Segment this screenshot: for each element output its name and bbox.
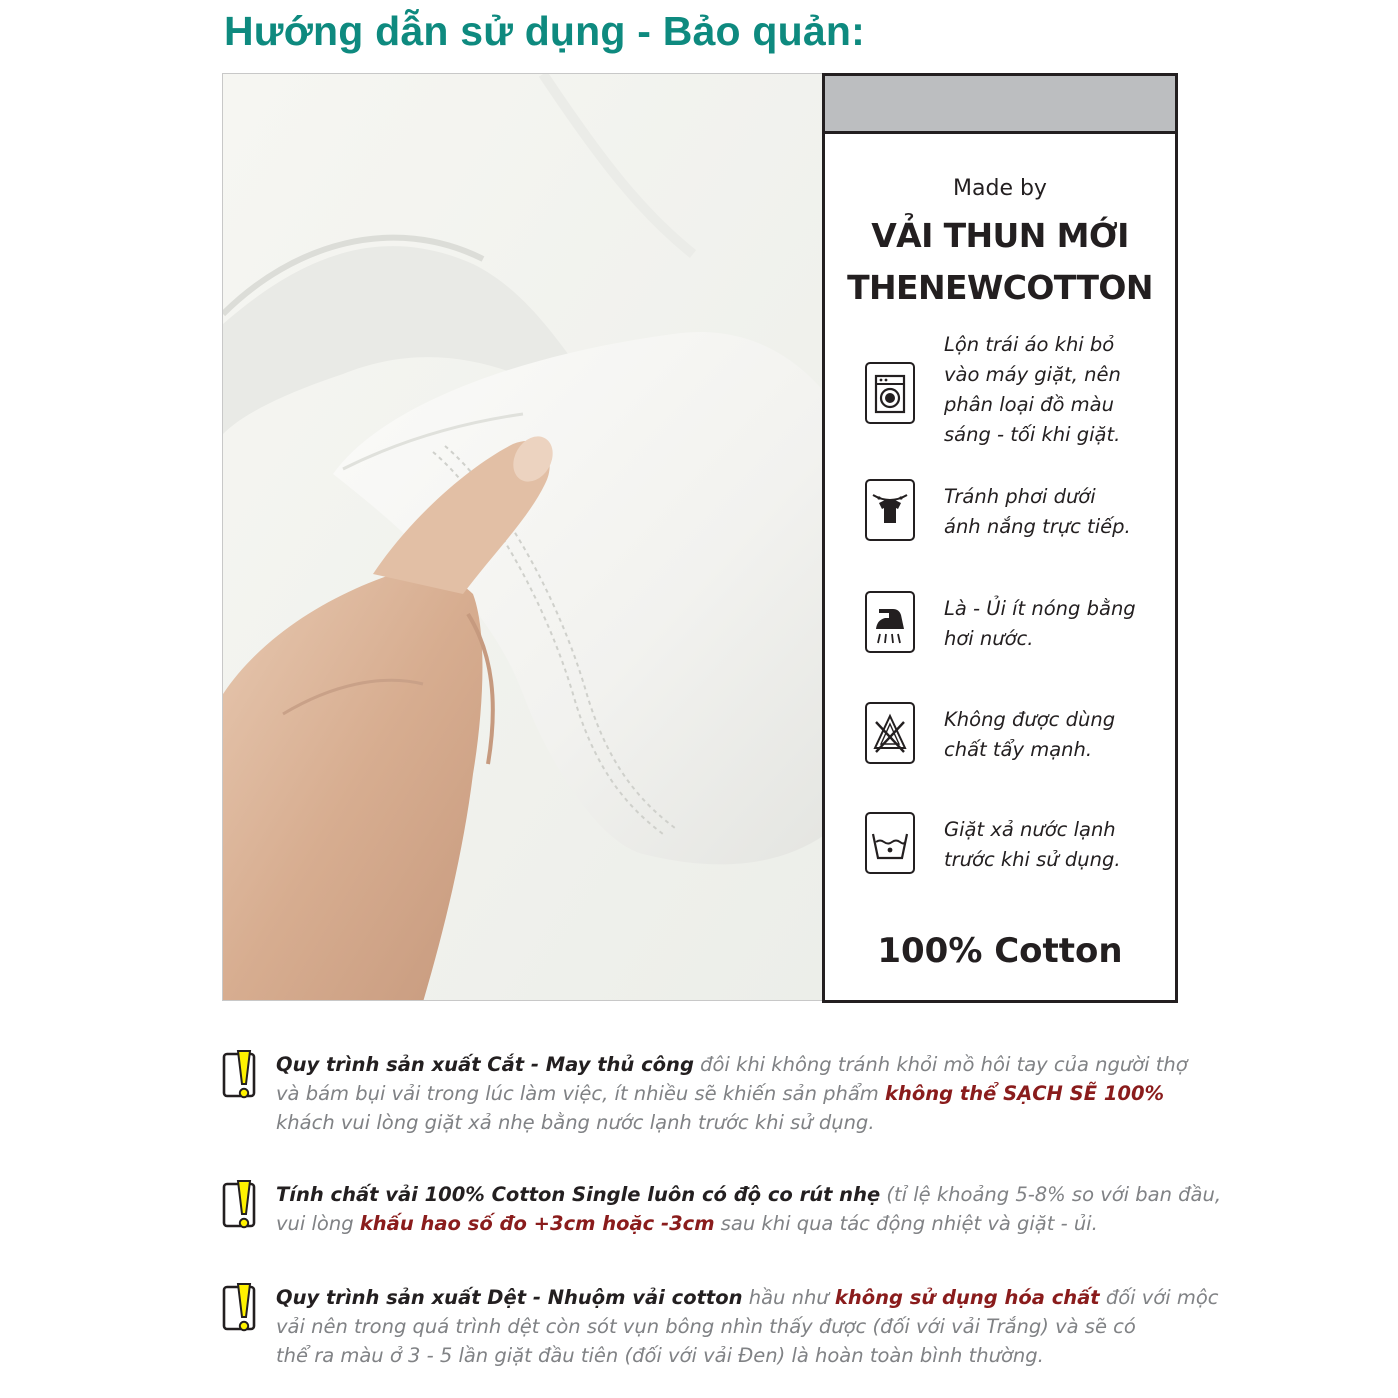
steam-iron-icon <box>865 591 915 653</box>
made-by-text: Made by <box>953 176 1047 201</box>
care-text: Không được dùng chất tẩy mạnh. <box>944 708 1116 761</box>
fabric-composition: 100% Cotton <box>877 931 1123 971</box>
care-text: Lộn trái áo khi bỏ vào máy giặt, nên phân loại đồ màu sáng - tối khi giặt. <box>944 333 1121 446</box>
page-title: Hướng dẫn sử dụng - Bảo quản: <box>224 8 865 54</box>
washing-machine-icon <box>865 362 915 424</box>
warning-icon <box>222 1283 264 1335</box>
care-text: Là - Ủi ít nóng bằng hơi nước. <box>944 597 1136 650</box>
warning-icon <box>222 1050 264 1102</box>
note-text: Tính chất vải 100% Cotton Single luôn có độ co rút nhẹ (tỉ lệ khoảng 5-8% so với ban đầu, vui lòng khấu hao số đo +3cm hoặc -3cm sau khi qua tác động nhiệt và giặt - ủi. <box>276 1183 1222 1235</box>
brand-name-line1: VẢI THUN MỚI <box>871 216 1129 255</box>
label-header-band <box>825 76 1175 134</box>
no-bleach-icon <box>865 702 915 764</box>
warning-icon <box>222 1180 264 1232</box>
cold-wash-icon <box>865 812 915 874</box>
care-label-card <box>822 73 1178 1003</box>
care-text: Tránh phơi dưới ánh nắng trực tiếp. <box>944 485 1131 538</box>
no-sun-drying-icon <box>865 479 915 541</box>
note-text: Quy trình sản xuất Dệt - Nhuộm vải cotton hầu như không sử dụng hóa chất đối với mộc vải nên trong quá trình dệt còn sót vụn bông nhìn thấy được (đối với vải Trắng) và sẽ có thể ra màu ở 3 - 5 lần giặt đầu tiên (đối với vải Đen) là hoàn toàn bình thường. <box>276 1286 1219 1367</box>
brand-name-line2: THENEWCOTTON <box>847 268 1153 307</box>
care-text: Giặt xả nước lạnh trước khi sử dụng. <box>944 818 1121 871</box>
fabric-photo <box>222 73 825 1001</box>
note-text: Quy trình sản xuất Cắt - May thủ công đôi khi không tránh khỏi mồ hôi tay của người thợ và bám bụi vải trong lúc làm việc, ít nhiều sẽ khiến sản phẩm không thể SẠCH SẼ 100% khách vui lòng giặt xả nhẹ bằng nước lạnh trước khi sử dụng. <box>276 1053 1188 1134</box>
